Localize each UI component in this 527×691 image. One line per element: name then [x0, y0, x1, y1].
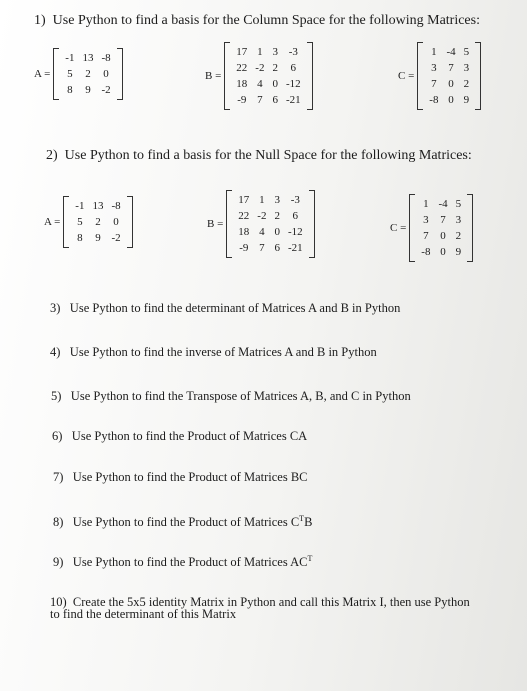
question-text: Use Python to find the Product of Matrices AC — [72, 555, 308, 570]
question-number: 2) — [46, 148, 58, 163]
matrix-cell: 2 — [85, 68, 91, 80]
question-text: Use Python to find the Product of Matrices C — [72, 515, 300, 530]
matrix-cell: 1 — [259, 194, 265, 206]
matrix-cell: 6 — [272, 94, 278, 106]
matrix-cell: 6 — [292, 210, 299, 222]
question-9 — [53, 552, 312, 569]
matrix-cell: 2 — [274, 210, 280, 222]
matrix-label: B = — [207, 218, 224, 230]
matrix-row — [425, 44, 473, 60]
matrix-cell: -2 — [257, 210, 267, 222]
matrix-brackets — [53, 48, 122, 100]
matrix-brackets — [224, 42, 312, 110]
matrix-cell: -21 — [285, 94, 301, 106]
question-text: Use Python to find the inverse of Matrices A and B in Python — [69, 345, 377, 359]
matrix-a-set1 — [34, 48, 123, 100]
matrix-cell: 2 — [272, 62, 278, 74]
matrix-label: B = — [205, 70, 222, 82]
matrix-cell: 3 — [431, 62, 437, 74]
matrix-cell: 0 — [113, 216, 119, 228]
matrix-row — [425, 60, 473, 76]
matrix-cell: 8 — [67, 84, 73, 96]
matrix-cell: 7 — [423, 230, 429, 242]
matrix-cell: 0 — [272, 78, 278, 90]
matrix-c-set2 — [390, 194, 473, 262]
question-text: Use Python to find the Product of Matrices CA — [71, 429, 308, 443]
matrix-cell: 18 — [238, 226, 250, 238]
matrix-cell: 1 — [431, 46, 437, 58]
matrix-cell: 9 — [95, 232, 101, 244]
question-1 — [34, 14, 480, 28]
matrix-label: C = — [398, 70, 415, 82]
matrix-b-set2 — [207, 190, 315, 258]
matrix-cell: 17 — [236, 46, 248, 58]
matrix-row — [232, 76, 304, 92]
question-number: 4) — [50, 345, 61, 359]
matrix-cell: 0 — [440, 246, 446, 258]
matrix-cell: 0 — [440, 230, 446, 242]
matrix-row — [234, 208, 306, 224]
matrix-cell: 2 — [95, 216, 101, 228]
matrix-cell: -2 — [255, 62, 265, 74]
question-number: 5) — [51, 389, 62, 403]
matrix-row — [61, 66, 114, 82]
matrix-cell: -1 — [75, 200, 85, 212]
matrix-cell: 1 — [257, 46, 263, 58]
matrix-row — [234, 192, 306, 208]
question-text-tail: B — [304, 515, 313, 530]
matrix-c-set1 — [398, 42, 481, 110]
question-text: Use Python to find the determinant of Matrices A and B in Python — [69, 301, 401, 315]
matrix-cell: -3 — [290, 194, 300, 206]
matrix-row — [71, 214, 124, 230]
matrix-b-table — [234, 192, 306, 256]
matrix-cell: 7 — [448, 62, 454, 74]
matrix-a-table — [71, 198, 124, 246]
matrix-cell: 1 — [423, 198, 429, 210]
matrix-c-table — [417, 196, 465, 260]
matrix-cell: -2 — [101, 84, 111, 96]
matrix-cell: -12 — [285, 78, 301, 90]
question-7 — [53, 470, 308, 484]
matrix-cell: 8 — [77, 232, 83, 244]
matrix-cell: -8 — [429, 94, 439, 106]
question-2 — [46, 149, 472, 163]
question-number: 9) — [53, 555, 64, 570]
question-number: 6) — [52, 429, 63, 443]
matrix-cell: 22 — [238, 210, 250, 222]
matrix-cell: 6 — [290, 62, 297, 74]
matrix-row — [71, 230, 124, 246]
matrix-cell: 17 — [238, 194, 250, 206]
matrix-cell: -8 — [101, 52, 111, 64]
matrix-label: A = — [34, 68, 51, 80]
matrix-b-table — [232, 44, 304, 108]
matrix-cell: 13 — [92, 200, 104, 212]
matrix-row — [417, 228, 465, 244]
matrix-cell: 7 — [440, 214, 446, 226]
question-text: Use Python to find the Transpose of Matrices A, B, and C in Python — [70, 389, 411, 403]
matrix-c-table — [425, 44, 473, 108]
question-number: 3) — [50, 301, 61, 315]
matrix-cell: 3 — [423, 214, 429, 226]
matrix-cell: -8 — [111, 200, 121, 212]
matrix-cell: 2 — [463, 78, 470, 90]
matrix-cell: 7 — [431, 78, 437, 90]
matrix-cell: -9 — [237, 94, 247, 106]
question-number: 1) — [34, 13, 46, 28]
matrix-cell: 3 — [455, 214, 462, 226]
matrix-cell: 9 — [85, 84, 91, 96]
matrix-cell: 4 — [257, 78, 263, 90]
matrix-row — [232, 44, 304, 60]
question-number: 8) — [53, 515, 64, 530]
matrix-row — [425, 76, 473, 92]
transpose-superscript: T — [299, 514, 305, 523]
matrix-row — [71, 198, 124, 214]
matrix-cell: 5 — [77, 216, 83, 228]
matrix-label: A = — [44, 216, 61, 228]
matrix-row — [234, 240, 306, 256]
matrix-brackets — [417, 42, 481, 110]
matrix-cell: -12 — [287, 226, 303, 238]
matrix-cell: 5 — [463, 46, 470, 58]
matrix-cell: -3 — [288, 46, 298, 58]
matrix-cell: 5 — [67, 68, 73, 80]
question-number: 10) — [50, 595, 67, 609]
matrix-row — [234, 224, 306, 240]
question-text: Use Python to find a basis for the Null Space for the following Matrices: — [64, 148, 472, 163]
question-3 — [50, 301, 400, 315]
matrix-cell: 3 — [272, 46, 278, 58]
question-text: Create the 5x5 identity Matrix in Python and call this Matrix I, then use Python to find the determinant of this Matrix — [50, 595, 470, 621]
matrix-cell: -4 — [438, 198, 448, 210]
question-6 — [52, 429, 307, 443]
matrix-cell: 22 — [236, 62, 248, 74]
matrix-cell: -21 — [287, 242, 303, 254]
question-number: 7) — [53, 470, 64, 484]
question-text: Use Python to find a basis for the Column Space for the following Matrices: — [52, 13, 480, 28]
matrix-cell: -4 — [446, 46, 456, 58]
question-8 — [53, 512, 312, 529]
matrix-row — [425, 92, 473, 108]
matrix-brackets — [63, 196, 132, 248]
matrix-a-table — [61, 50, 114, 98]
matrix-cell: 0 — [103, 68, 109, 80]
matrix-cell: 0 — [448, 78, 454, 90]
matrix-cell: -9 — [239, 242, 249, 254]
matrix-cell: 7 — [259, 242, 265, 254]
matrix-cell: 7 — [257, 94, 263, 106]
matrix-cell: 6 — [274, 242, 280, 254]
matrix-row — [232, 92, 304, 108]
matrix-row — [232, 60, 304, 76]
matrix-row — [61, 50, 114, 66]
question-text: Use Python to find the Product of Matrices BC — [72, 470, 308, 484]
matrix-brackets — [226, 190, 314, 258]
matrix-row — [417, 244, 465, 260]
matrix-a-set2 — [44, 196, 133, 248]
question-5 — [51, 389, 411, 403]
matrix-cell: -2 — [111, 232, 121, 244]
matrix-cell: 0 — [274, 226, 280, 238]
matrix-cell: 5 — [455, 198, 462, 210]
matrix-cell: -1 — [65, 52, 75, 64]
transpose-superscript: T — [307, 554, 313, 563]
matrix-row — [417, 196, 465, 212]
matrix-brackets — [409, 194, 473, 262]
matrix-cell: 0 — [448, 94, 454, 106]
matrix-b-set1 — [205, 42, 313, 110]
matrix-cell: 18 — [236, 78, 248, 90]
matrix-cell: 2 — [455, 230, 462, 242]
matrix-label: C = — [390, 222, 407, 234]
matrix-row — [61, 82, 114, 98]
question-4 — [50, 345, 377, 359]
matrix-cell: 4 — [259, 226, 265, 238]
matrix-cell: 9 — [463, 94, 470, 106]
question-10 — [50, 596, 480, 620]
matrix-cell: 3 — [274, 194, 280, 206]
matrix-row — [417, 212, 465, 228]
matrix-cell: 9 — [455, 246, 462, 258]
matrix-cell: -8 — [421, 246, 431, 258]
matrix-cell: 3 — [463, 62, 470, 74]
matrix-cell: 13 — [82, 52, 94, 64]
